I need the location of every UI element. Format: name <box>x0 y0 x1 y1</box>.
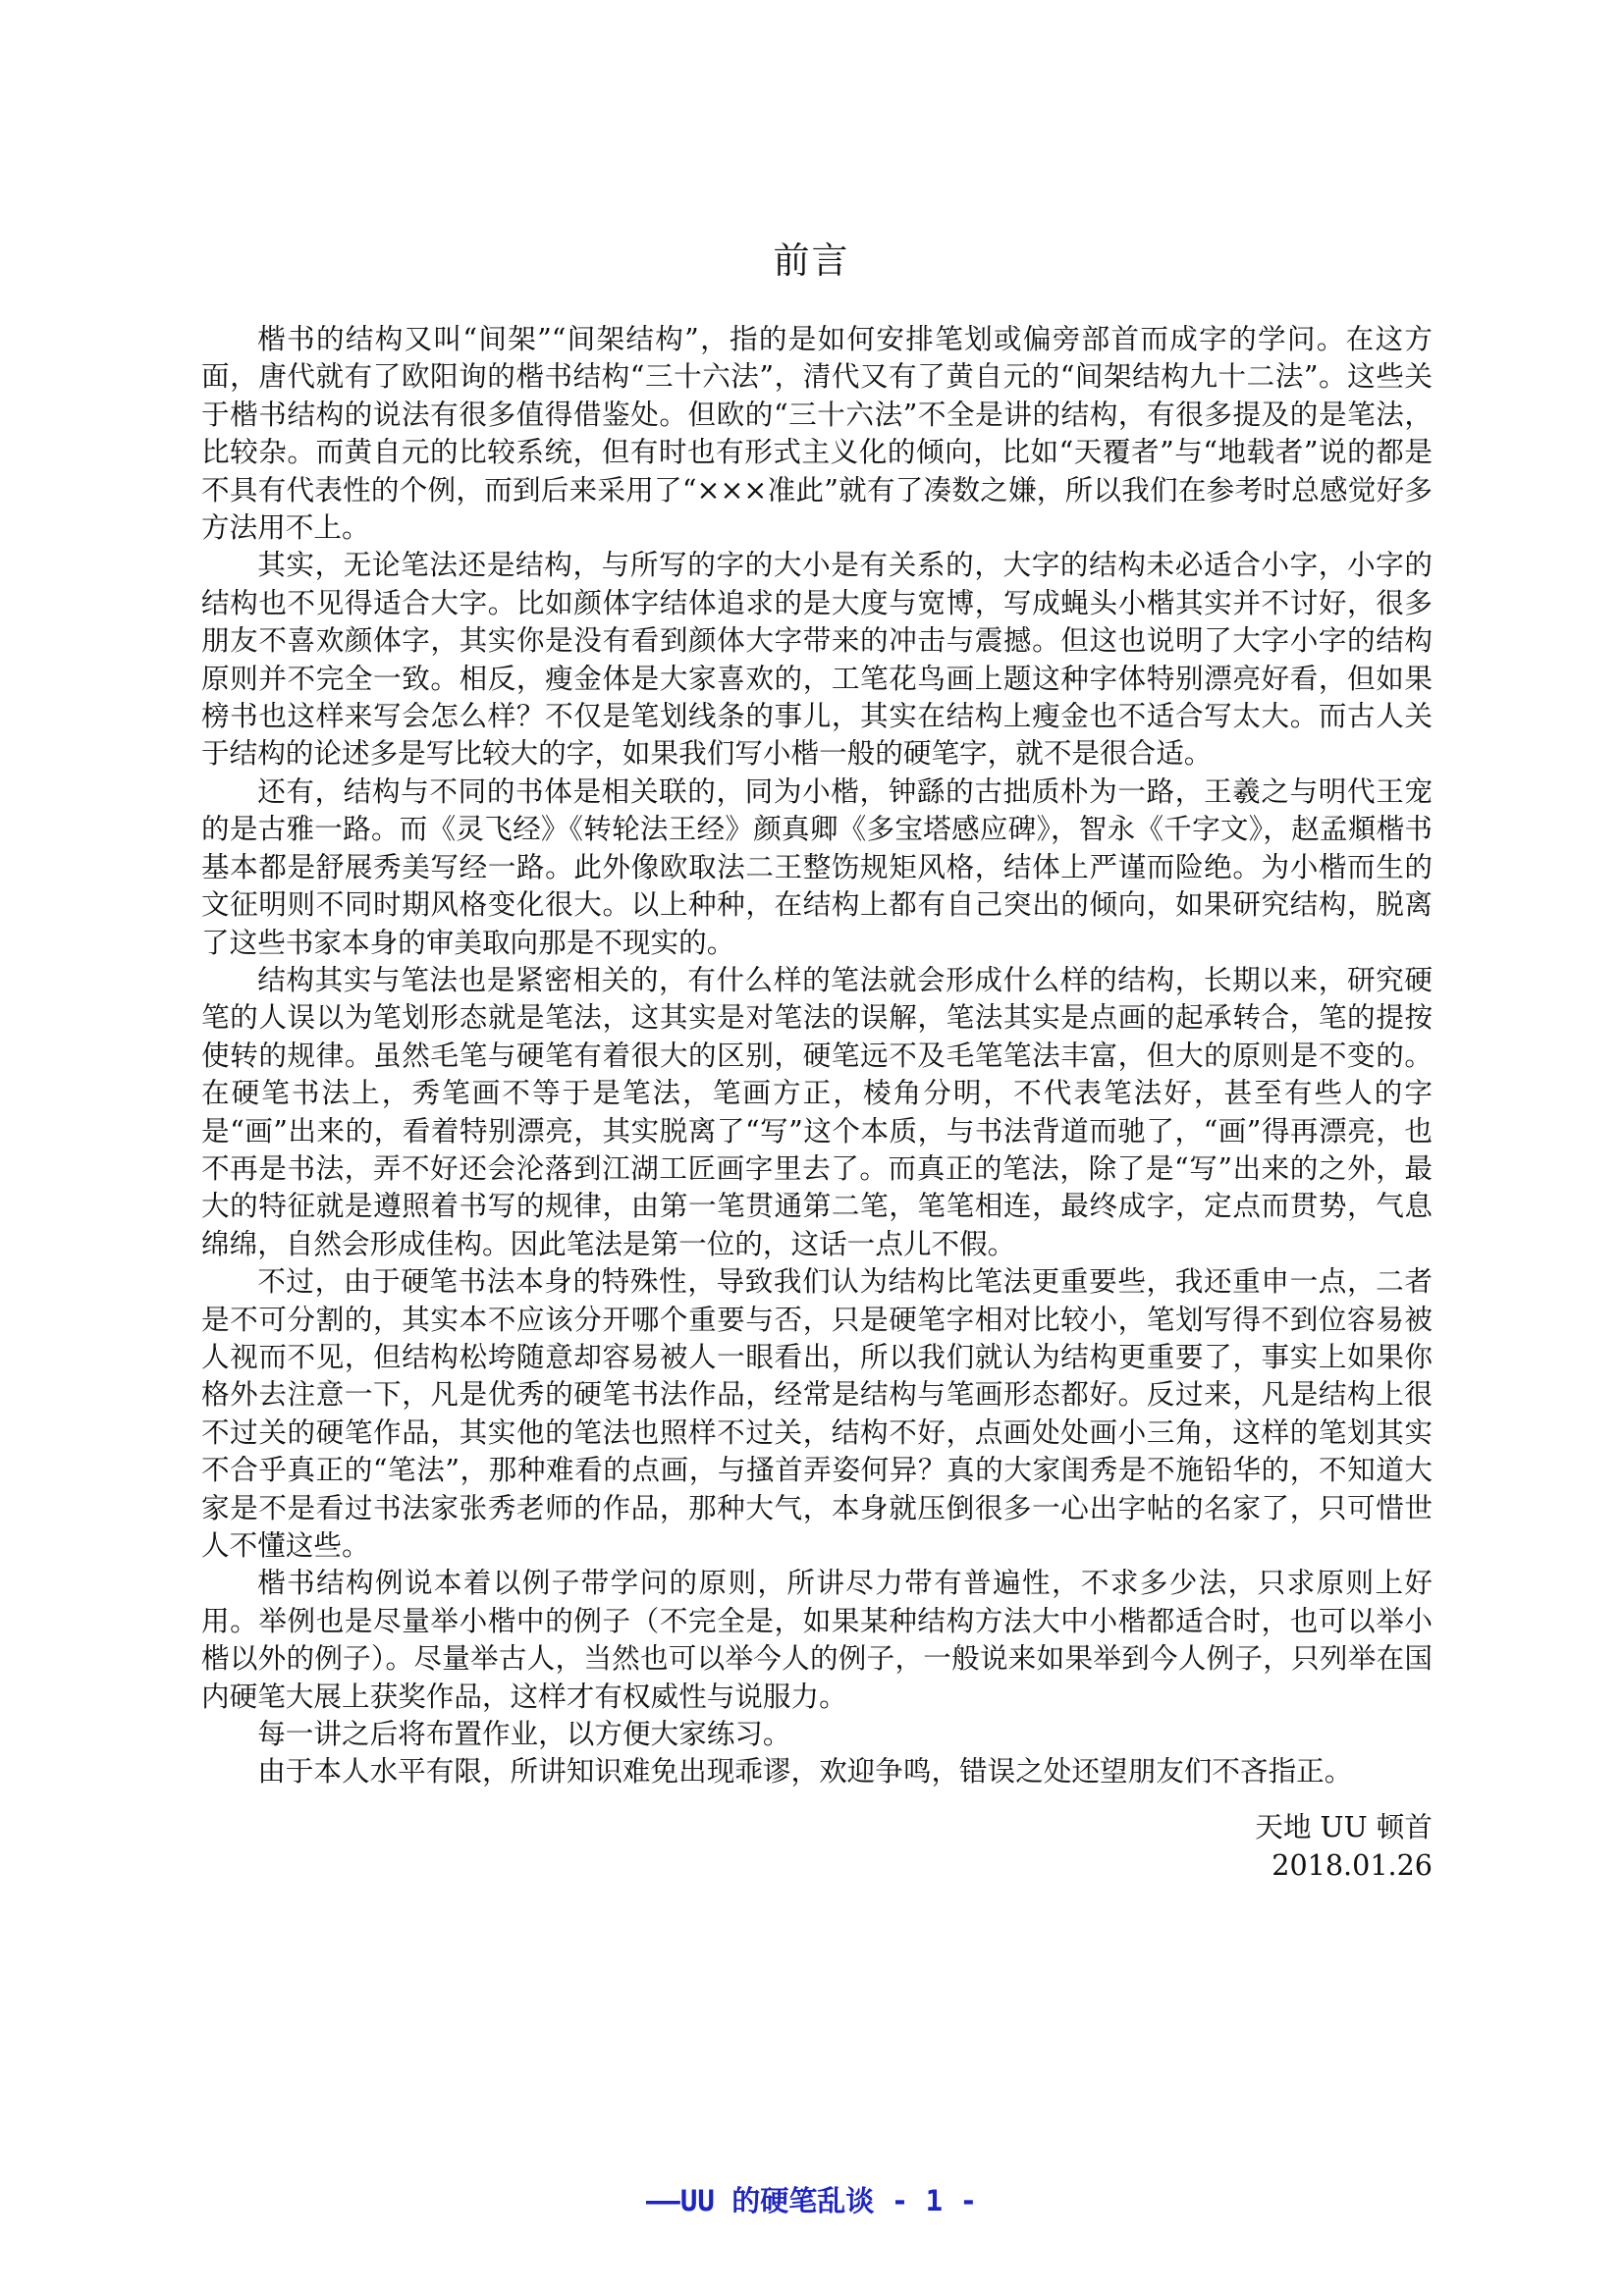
paragraph-8: 由于本人水平有限，所讲知识难免出现乖谬，欢迎争鸣，错误之处还望朋友们不吝指正。 <box>257 1754 1353 1789</box>
signature-block <box>1255 1808 1433 1884</box>
signature-date: 2018.01.26 <box>1271 1847 1433 1882</box>
page-footer: ——UU 的硬笔乱谈 - 1 - <box>645 2184 978 2217</box>
paragraph-5: 不过，由于硬笔书法本身的特殊性，导致我们认为结构比笔法更重要些，我还重申一点，二者是不可分割的，其实本不应该分开哪个重要与否，只是硬笔字相对比较小，笔划写得不到位容易被人视而不见，但结构松垮随意却容易被人一眼看出，所以我们就认为结构更重要了，事实上如果你格外去注意一下，凡是优秀的硬笔书法作品，经常是结构与笔画形态都好。反过来，凡是结构上很不过关的硬笔作品，其实他的笔法也照样不过关，结构不好，点画处处画小三角，这样的笔划其实不合乎真正的“笔法”，那种难看的点画，与搔首弄姿何异？真的大家闺秀是不施铅华的，不知道大家是不是看过书法家张秀老师的作品，那种大气，本身就压倒很多一心出字帖的名家了，只可惜世人不懂这些。 <box>201 1264 1433 1562</box>
paragraph-7: 每一讲之后将布置作业，以方便大家练习。 <box>257 1717 791 1751</box>
paragraph-2: 其实，无论笔法还是结构，与所写的字的大小是有关系的，大字的结构未必适合小字，小字的结构也不见得适合大字。比如颜体字结体追求的是大度与宽博，写成蝇头小楷其实并不讨好，很多朋友不喜欢颜体字，其实你是没有看到颜体大字带来的冲击与震撼。但这也说明了大字小字的结构原则并不完全一致。相反，瘦金体是大家喜欢的，工笔花鸟画上题这种字体特别漂亮好看，但如果榜书也这样来写会怎么样？不仅是笔划线条的事儿，其实在结构上瘦金也不适合写太大。而古人关于结构的论述多是写比较大的字，如果我们写小楷一般的硬笔字，就不是很合适。 <box>201 548 1433 771</box>
paragraph-3: 还有，结构与不同的书体是相关联的，同为小楷，钟繇的古拙质朴为一路，王羲之与明代王宠的是古雅一路。而《灵飞经》《转轮法王经》颜真卿《多宝塔感应碑》，智永《千字文》，赵孟頫楷书基本都是舒展秀美写经一路。此外像欧取法二王整饬规矩风格，结体上严谨而险绝。为小楷而生的文征明则不同时期风格变化很大。以上种种，在结构上都有自己突出的倾向，如果研究结构，脱离了这些书家本身的审美取向那是不现实的。 <box>201 774 1433 959</box>
document-body <box>201 320 1433 1790</box>
paragraph-6: 楷书结构例说本着以例子带学问的原则，所讲尽力带有普遍性，不求多少法，只求原则上好用。举例也是尽量举小楷中的例子（不完全是，如果某种结构方法大中小楷都适合时，也可以举小楷以外的例子）。尽量举古人，当然也可以举今人的例子，一般说来如果举到今人例子，只列举在国内硬笔大展上获奖作品，这样才有权威性与说服力。 <box>201 1566 1433 1713</box>
page-title: 前言 <box>773 240 850 282</box>
paragraph-1: 楷书的结构又叫“间架”“间架结构”，指的是如何安排笔划或偏旁部首而成字的学问。在这方面，唐代就有了欧阳询的楷书结构“三十六法”，清代又有了黄自元的“间架结构九十二法”。这些关于楷书结构的说法有很多值得借鉴处。但欧的“三十六法”不全是讲的结构，有很多提及的是笔法，比较杂。而黄自元的比较系统，但有时也有形式主义化的倾向，比如“天覆者”与“地载者”说的都是不具有代表性的个例，而到后来采用了“×××准此”就有了凑数之嫌，所以我们在参考时总感觉好多方法用不上。 <box>201 322 1433 545</box>
signature-author: 天地 UU 顿首 <box>1255 1810 1433 1843</box>
paragraph-4: 结构其实与笔法也是紧密相关的，有什么样的笔法就会形成什么样的结构，长期以来，研究硬笔的人误以为笔划形态就是笔法，这其实是对笔法的误解，笔法其实是点画的起承转合，笔的提按使转的规律。虽然毛笔与硬笔有着很大的区别，硬笔远不及毛笔笔法丰富，但大的原则是不变的。在硬笔书法上，秀笔画不等于是笔法，笔画方正，棱角分明，不代表笔法好，甚至有些人的字是“画”出来的，看着特别漂亮，其实脱离了“写”这个本质，与书法背道而驰了，“画”得再漂亮，也不再是书法，弄不好还会沦落到江湖工匠画字里去了。而真正的笔法，除了是“写”出来的之外，最大的特征就是遵照着书写的规律，由第一笔贯通第二笔，笔笔相连，最终成字，定点而贯势，气息绵绵，自然会形成佳构。因此笔法是第一位的，这话一点儿不假。 <box>201 962 1433 1260</box>
